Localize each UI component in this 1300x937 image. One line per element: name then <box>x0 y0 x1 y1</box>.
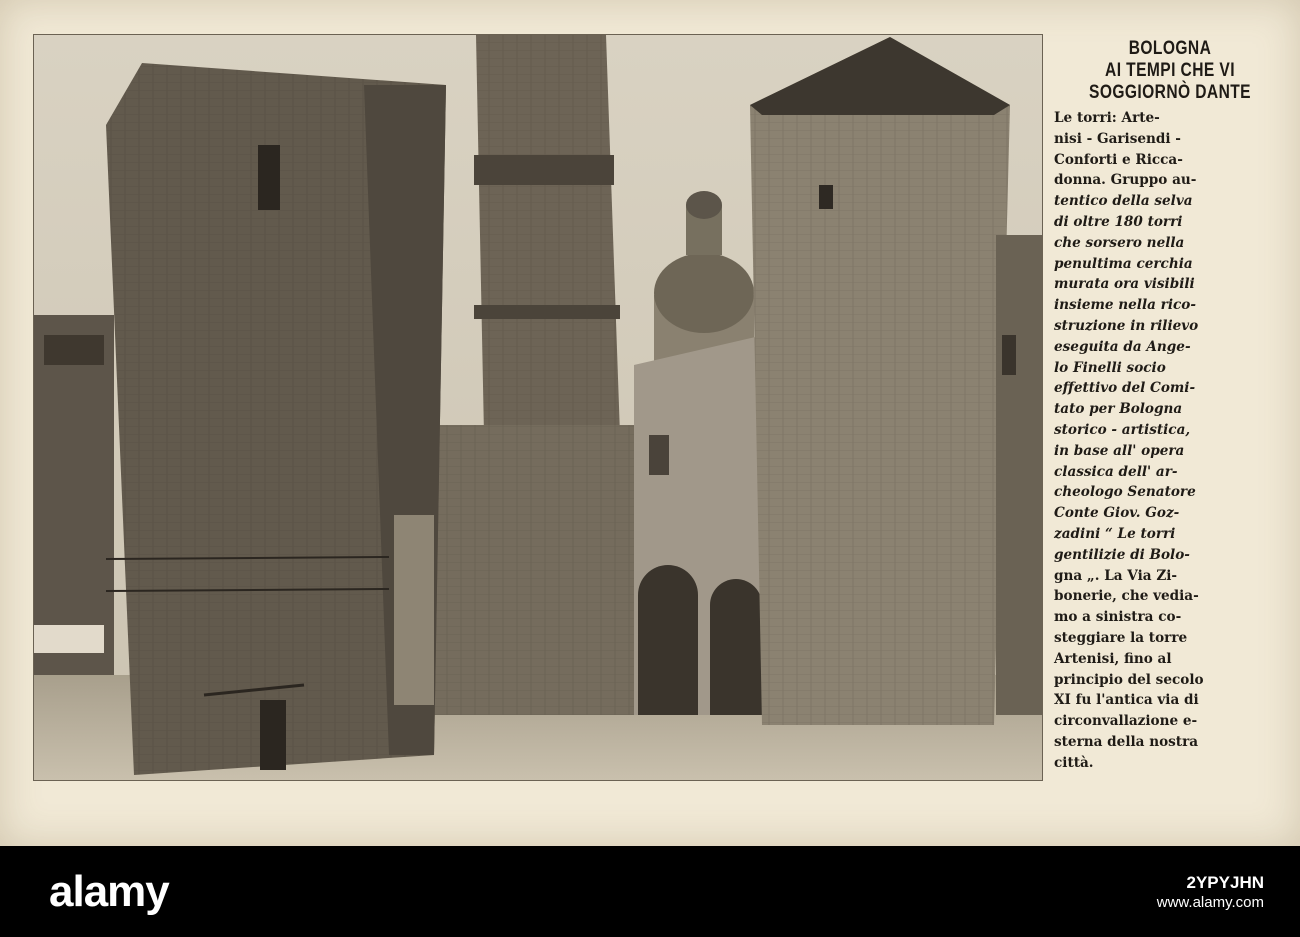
caption-line: Conforti e Ricca- <box>1054 151 1183 168</box>
caption-line: storico - artistica, <box>1054 421 1191 438</box>
caption-line: bonerie, che vedia- <box>1054 588 1199 605</box>
photo-towers-of-bologna <box>33 34 1043 781</box>
caption-line: murata ora visibili <box>1054 276 1195 293</box>
caption-line: effettivo del Comi- <box>1054 380 1196 397</box>
image-info <box>1157 873 1264 913</box>
caption-title <box>1072 38 1269 104</box>
caption-line: tentico della selva <box>1054 193 1193 210</box>
caption-line: mo a sinistra co- <box>1054 609 1182 626</box>
caption-line: insieme nella rico- <box>1054 297 1196 314</box>
caption-line: che sorsero nella <box>1054 234 1185 251</box>
caption-line: principio del secolo <box>1054 671 1204 688</box>
image-id: 2YPYJHN <box>1186 873 1264 892</box>
caption-line: struzione in rilievo <box>1054 317 1199 334</box>
caption-line: Le torri: Arte- <box>1054 110 1160 126</box>
alamy-logo[interactable]: alamy <box>49 867 169 916</box>
caption-title-line: BOLOGNA <box>1128 38 1212 59</box>
caption-line: gna „. La Via Zi- <box>1054 567 1178 584</box>
caption-line: nisi - Garisendi - <box>1054 130 1181 147</box>
caption-line: steggiare la torre <box>1054 629 1188 646</box>
caption <box>1050 38 1290 808</box>
caption-line: Conte Giov. Goz- <box>1054 505 1180 522</box>
caption-line: XI fu l'antica via di <box>1054 692 1199 709</box>
caption-line: Artenisi, fino al <box>1054 650 1172 667</box>
caption-title-line: AI TEMPI CHE VI <box>1105 60 1235 81</box>
caption-line: classica dell' ar- <box>1054 463 1178 480</box>
caption-line: penultima cerchia <box>1054 255 1193 272</box>
caption-line: sterna della nostra <box>1054 733 1199 750</box>
caption-line: in base all' opera <box>1054 442 1185 459</box>
alamy-logo-block <box>49 864 169 920</box>
caption-line: eseguita da Ange- <box>1054 338 1191 355</box>
caption-line: tato per Bologna <box>1054 401 1183 418</box>
watermark-footer <box>0 846 1300 937</box>
caption-line: circonvallazione e- <box>1054 713 1198 730</box>
caption-line: zadini “ Le torri <box>1054 525 1176 542</box>
caption-line: cheologo Senatore <box>1054 484 1196 501</box>
caption-line: città. <box>1054 754 1094 771</box>
site-url[interactable]: www.alamy.com <box>1156 894 1264 911</box>
caption-title-line: SOGGIORNÒ DANTE <box>1089 82 1251 103</box>
caption-line: donna. Gruppo au- <box>1054 172 1197 189</box>
caption-line: lo Finelli socio <box>1054 359 1166 376</box>
caption-line: di oltre 180 torri <box>1054 213 1183 230</box>
caption-line: gentilizie di Bolo- <box>1054 546 1190 563</box>
photo-illustration <box>34 35 1042 780</box>
caption-body <box>1050 108 1290 774</box>
